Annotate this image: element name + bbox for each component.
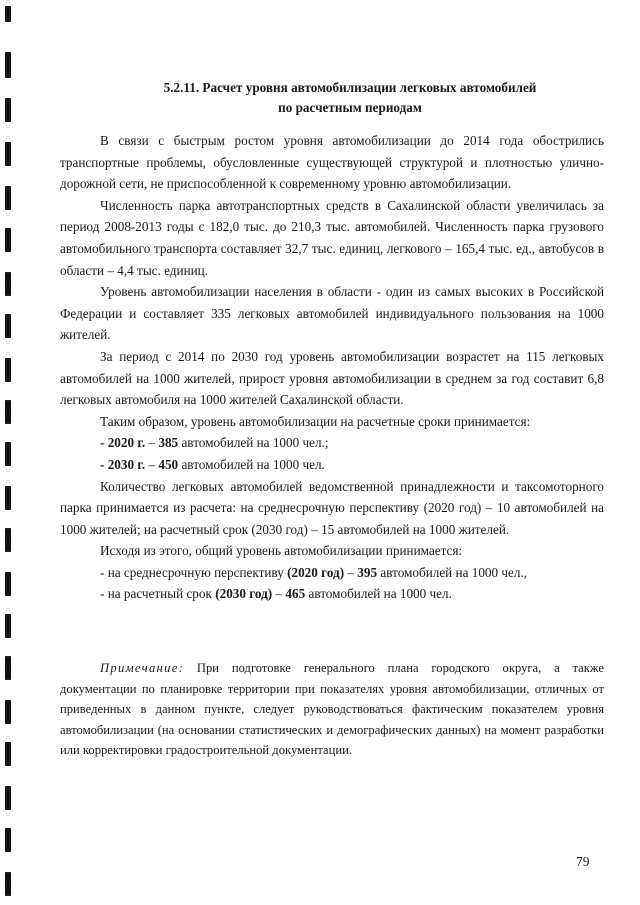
note-text: При подготовке генерального плана городского округа, а также документации по планировке территории при показателях уровня автомобилизации, отличных от приведенных в данном пункте, следует руководствоваться фактическим показателем уровня автомобилизации (на основании статистических и демографических данных) на момент разработки или корректировки градостроительной документации. <box>60 661 604 758</box>
binding-mark <box>5 186 11 210</box>
paragraph-growth-problems: В связи с быстрым ростом уровня автомобилизации до 2014 года обострились транспортные проблемы, обусловленные существующей структурой и плотностью улично-дорожной сети, не приспособленной к современному уровню автомобилизации. <box>60 133 604 192</box>
paragraph-total-level: Исходя из этого, общий уровень автомобилизации принимается: <box>100 543 463 559</box>
binding-mark <box>5 828 11 852</box>
value-450: 450 <box>158 456 179 472</box>
binding-mark <box>5 786 11 810</box>
binding-mark <box>5 442 11 466</box>
year-2030-label: - 2030 г. <box>100 456 146 472</box>
binding-mark <box>5 872 11 896</box>
binding-mark <box>5 656 11 680</box>
paragraph-vehicle-fleet: Численность парка автотранспортных средств в Сахалинской области увеличилась за период 2008-2013 годы с 182,0 тыс. до 210,3 тыс. автомобилей. Численность парка грузового автомобильного транспорта составляет 32,7 тыс. единиц, легкового – 165,4 тыс. ед., автобусов в области – 4,4 тыс. единиц. <box>60 197 604 278</box>
binding-mark <box>5 700 11 724</box>
binding-mark <box>5 400 11 424</box>
binding-mark <box>5 228 11 252</box>
list-item-medium-term: - на среднесрочную перспективу (2020 год) – 395 автомобилей на 1000 чел., <box>100 564 528 580</box>
page-number: 79 <box>576 854 590 869</box>
section-title <box>120 78 580 118</box>
value-465: 465 <box>285 586 306 602</box>
year-2020-label: - 2020 г. <box>100 435 146 451</box>
binding-mark <box>5 572 11 596</box>
binding-mark <box>5 272 11 296</box>
paragraph-accepted-levels: Таким образом, уровень автомобилизации на расчетные сроки принимается: <box>100 413 531 429</box>
value-395: 395 <box>357 564 378 580</box>
binding-marks <box>0 0 14 905</box>
binding-mark <box>5 98 11 122</box>
paragraph-motorization-level: Уровень автомобилизации населения в области - один из самых высоких в Российской Федерации и составляет 335 легковых автомобилей индивидуального пользования на 1000 жителей. <box>60 284 604 343</box>
note-label: Примечание: <box>100 661 185 675</box>
binding-mark <box>5 314 11 338</box>
paragraph-growth-forecast: За период с 2014 по 2030 год уровень автомобилизации возрастет на 115 легковых автомобилей на 1000 жителей, прирост уровня автомобилизации в среднем за год составит 6,8 легковых автомобиля на 1000 жителей Сахалинской области. <box>60 348 604 408</box>
body-text <box>60 130 604 605</box>
binding-mark <box>5 528 11 552</box>
binding-mark <box>5 6 11 22</box>
list-item-design-term: - на расчетный срок (2030 год) – 465 автомобилей на 1000 чел. <box>100 586 452 602</box>
paragraph-taxi-fleet: Количество легковых автомобилей ведомственной принадлежности и таксомоторного парка принимается из расчета: на среднесрочную перспективу (2020 год) – 10 автомобилей на 1000 жителей; на расчетный срок (2030 год) – 15 автомобилей на 1000 жителей. <box>60 478 604 537</box>
binding-mark <box>5 358 11 382</box>
binding-mark <box>5 614 11 638</box>
list-item-2020: - 2020 г. – 385 автомобилей на 1000 чел.; <box>100 435 329 451</box>
list-item-2030: - 2030 г. – 450 автомобилей на 1000 чел. <box>100 456 325 472</box>
section-title-line1: 5.2.11. Расчет уровня автомобилизации легковых автомобилей <box>163 80 537 95</box>
note-block <box>60 658 604 761</box>
value-385: 385 <box>158 435 179 451</box>
binding-mark <box>5 486 11 510</box>
section-title-line2: по расчетным периодам <box>278 100 422 115</box>
binding-mark <box>5 742 11 766</box>
binding-mark <box>5 142 11 166</box>
binding-mark <box>5 52 11 78</box>
